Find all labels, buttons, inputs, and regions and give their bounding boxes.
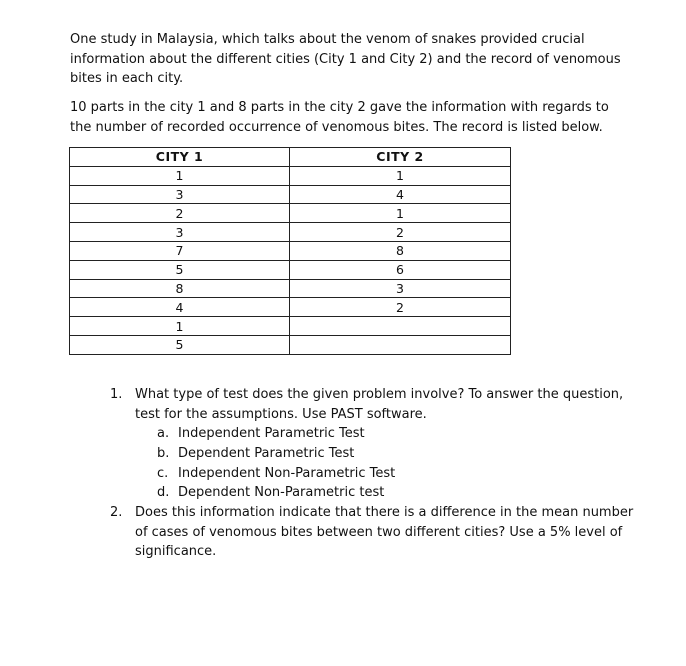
option-letter: c. [157,465,169,481]
intro-paragraph-1: One study in Malaysia, which talks about the venom of snakes provided crucial information about the different cities (City 1 and City 2) and the record of venomous bites in each city. [70,32,621,86]
question-number: 2. [110,505,123,520]
city-1-cell: 7 [70,241,290,260]
city-2-cell: 1 [290,204,511,223]
answer-options [157,424,557,503]
city-1-cell: 1 [70,317,290,336]
table-row [70,335,511,354]
option-c [157,464,557,484]
city-2-cell: 2 [290,223,511,242]
table-header-row [70,148,511,167]
option-b [157,444,557,464]
question-number: 1. [110,387,123,402]
header-city-1: CITY 1 [70,148,290,167]
option-text: Independent Non-Parametric Test [178,465,396,481]
option-text: Dependent Parametric Test [178,445,355,461]
city-2-cell [290,335,511,354]
question-text: Does this information indicate that there is a difference in the mean number of cases of venomous bites between two different cities? Use a 5% level of significance. [135,505,634,559]
city-2-cell [290,317,511,336]
city-2-cell: 1 [290,166,511,185]
city-1-cell: 5 [70,260,290,279]
option-letter: d. [157,485,170,501]
question-2 [110,503,635,562]
city-1-cell: 1 [70,166,290,185]
option-d [157,483,557,503]
table-row [70,223,511,242]
city-1-cell: 8 [70,279,290,298]
question-text: What type of test does the given problem involve? To answer the question, test for the assumptions. Use PAST software. [135,387,624,422]
city-2-cell: 6 [290,260,511,279]
city-1-cell: 3 [70,185,290,204]
option-text: Dependent Non-Parametric test [178,485,385,501]
city-2-cell: 4 [290,185,511,204]
city-2-cell: 3 [290,279,511,298]
city-1-cell: 5 [70,335,290,354]
intro-paragraph-2: 10 parts in the city 1 and 8 parts in the city 2 gave the information with regards to the number of recorded occurrence of venomous bites. The record is listed below. [70,100,609,135]
city-1-cell: 4 [70,298,290,317]
option-a [157,424,557,444]
city-2-cell: 8 [290,241,511,260]
city-1-cell: 2 [70,204,290,223]
table-row [70,260,511,279]
table-row [70,185,511,204]
header-city-2: CITY 2 [290,148,511,167]
table-row [70,241,511,260]
question-1 [110,385,635,424]
venom-bites-table [69,147,511,355]
table-row [70,317,511,336]
table-row [70,204,511,223]
table-row [70,279,511,298]
city-1-cell: 3 [70,223,290,242]
option-text: Independent Parametric Test [178,426,365,441]
option-letter: a. [157,426,170,441]
table-row [70,166,511,185]
option-letter: b. [157,445,170,461]
city-2-cell: 2 [290,298,511,317]
table-row [70,298,511,317]
